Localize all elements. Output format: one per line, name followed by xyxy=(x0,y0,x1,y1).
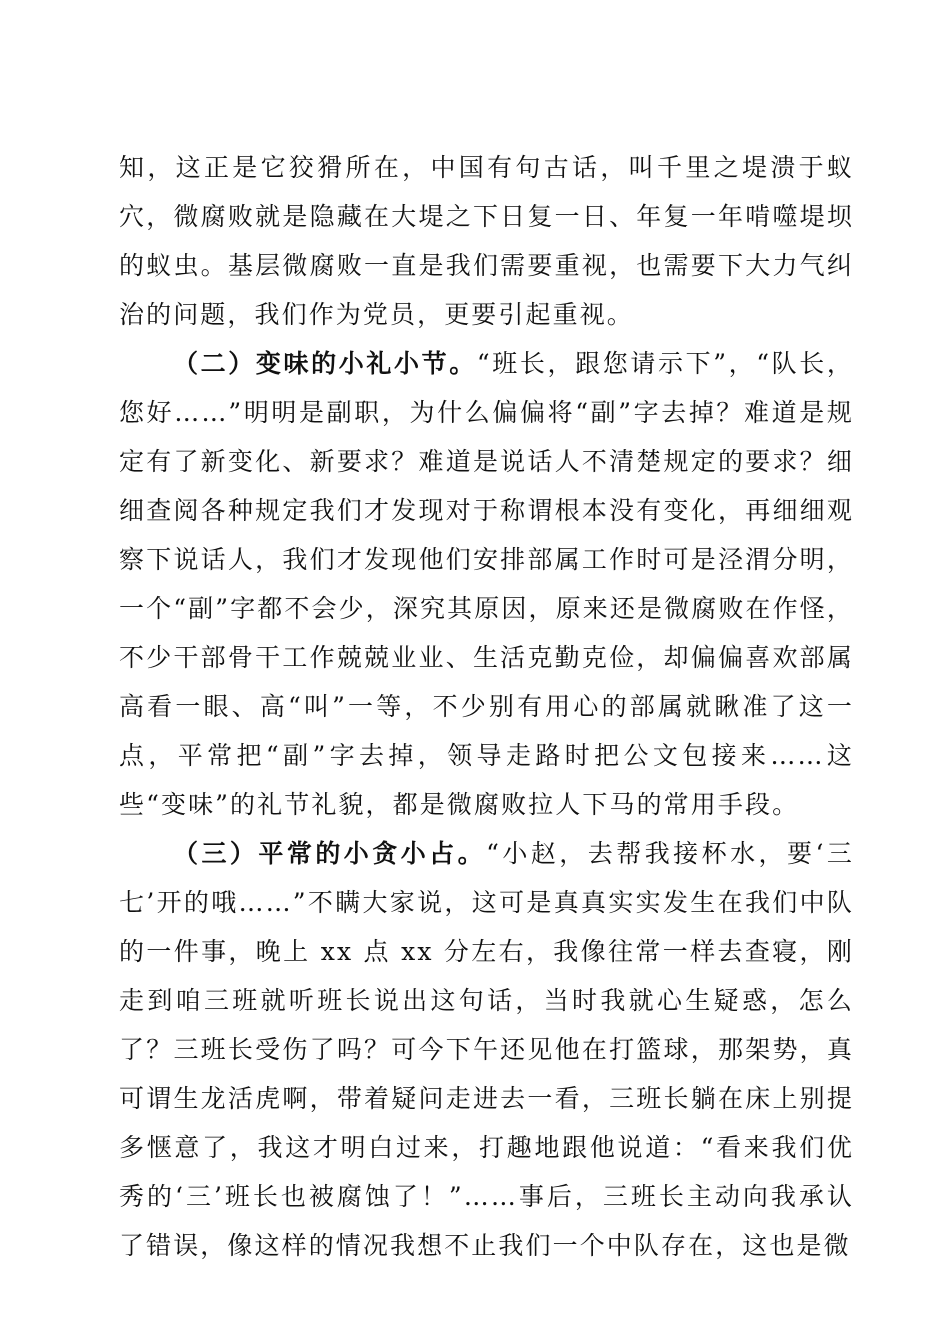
paragraph-text: “小赵，去帮我接杯水，要‘三七’开的哦……”不瞒大家说，这可是真真实实发生在我们中队的一件事，晚上 xx 点 xx 分左右，我像往常一样去查寝，刚走到咱三班就听班长说出这句话，当时我就心生疑惑，怎么了？三班长受伤了吗？可今下午还见他在打篮球，那架势，真可谓生龙活虎啊，带着疑问走进去一看，三班长躺在床上别提多惬意了，我这才明白过来，打趣地跟他说道：“看来我们优秀的‘三’班长也被腐蚀了！”……事后，三班长主动向我承认了错误，像这样的情况我想不止我们一个中队存在，这也是微 xyxy=(119,839,854,1260)
paragraph-1 xyxy=(119,143,854,339)
paragraph-text: “班长，跟您请示下”，“队长，您好……”明明是副职，为什么偏偏将“副”字去掉？难道是规定有了新变化、新要求？难道是说话人不清楚规定的要求？细细查阅各种规定我们才发现对于称谓根本没有变化，再细细观察下说话人，我们才发现他们安排部属工作时可是泾渭分明，一个“副”字都不会少，深究其原因，原来还是微腐败在作怪，不少干部骨干工作兢兢业业、生活克勤克俭，却偏偏喜欢部属高看一眼、高“叫”一等，不少别有用心的部属就瞅准了这一点，平常把“副”字去掉，领导走路时把公文包接来……这些“变味”的礼节礼貌，都是微腐败拉人下马的常用手段。 xyxy=(119,349,854,819)
section-heading-3: （三）平常的小贪小占。 xyxy=(173,839,487,868)
section-heading-2: （二）变味的小礼小节。 xyxy=(173,349,477,378)
paragraph-3 xyxy=(119,829,854,1270)
document-body xyxy=(119,143,854,1270)
paragraph-text: 知，这正是它狡猾所在，中国有句古话，叫千里之堤溃于蚁穴，微腐败就是隐藏在大堤之下日复一日、年复一年啃噬堤坝的蚁虫。基层微腐败一直是我们需要重视，也需要下大力气纠治的问题，我们作为党员，更要引起重视。 xyxy=(119,153,854,329)
paragraph-2 xyxy=(119,339,854,829)
